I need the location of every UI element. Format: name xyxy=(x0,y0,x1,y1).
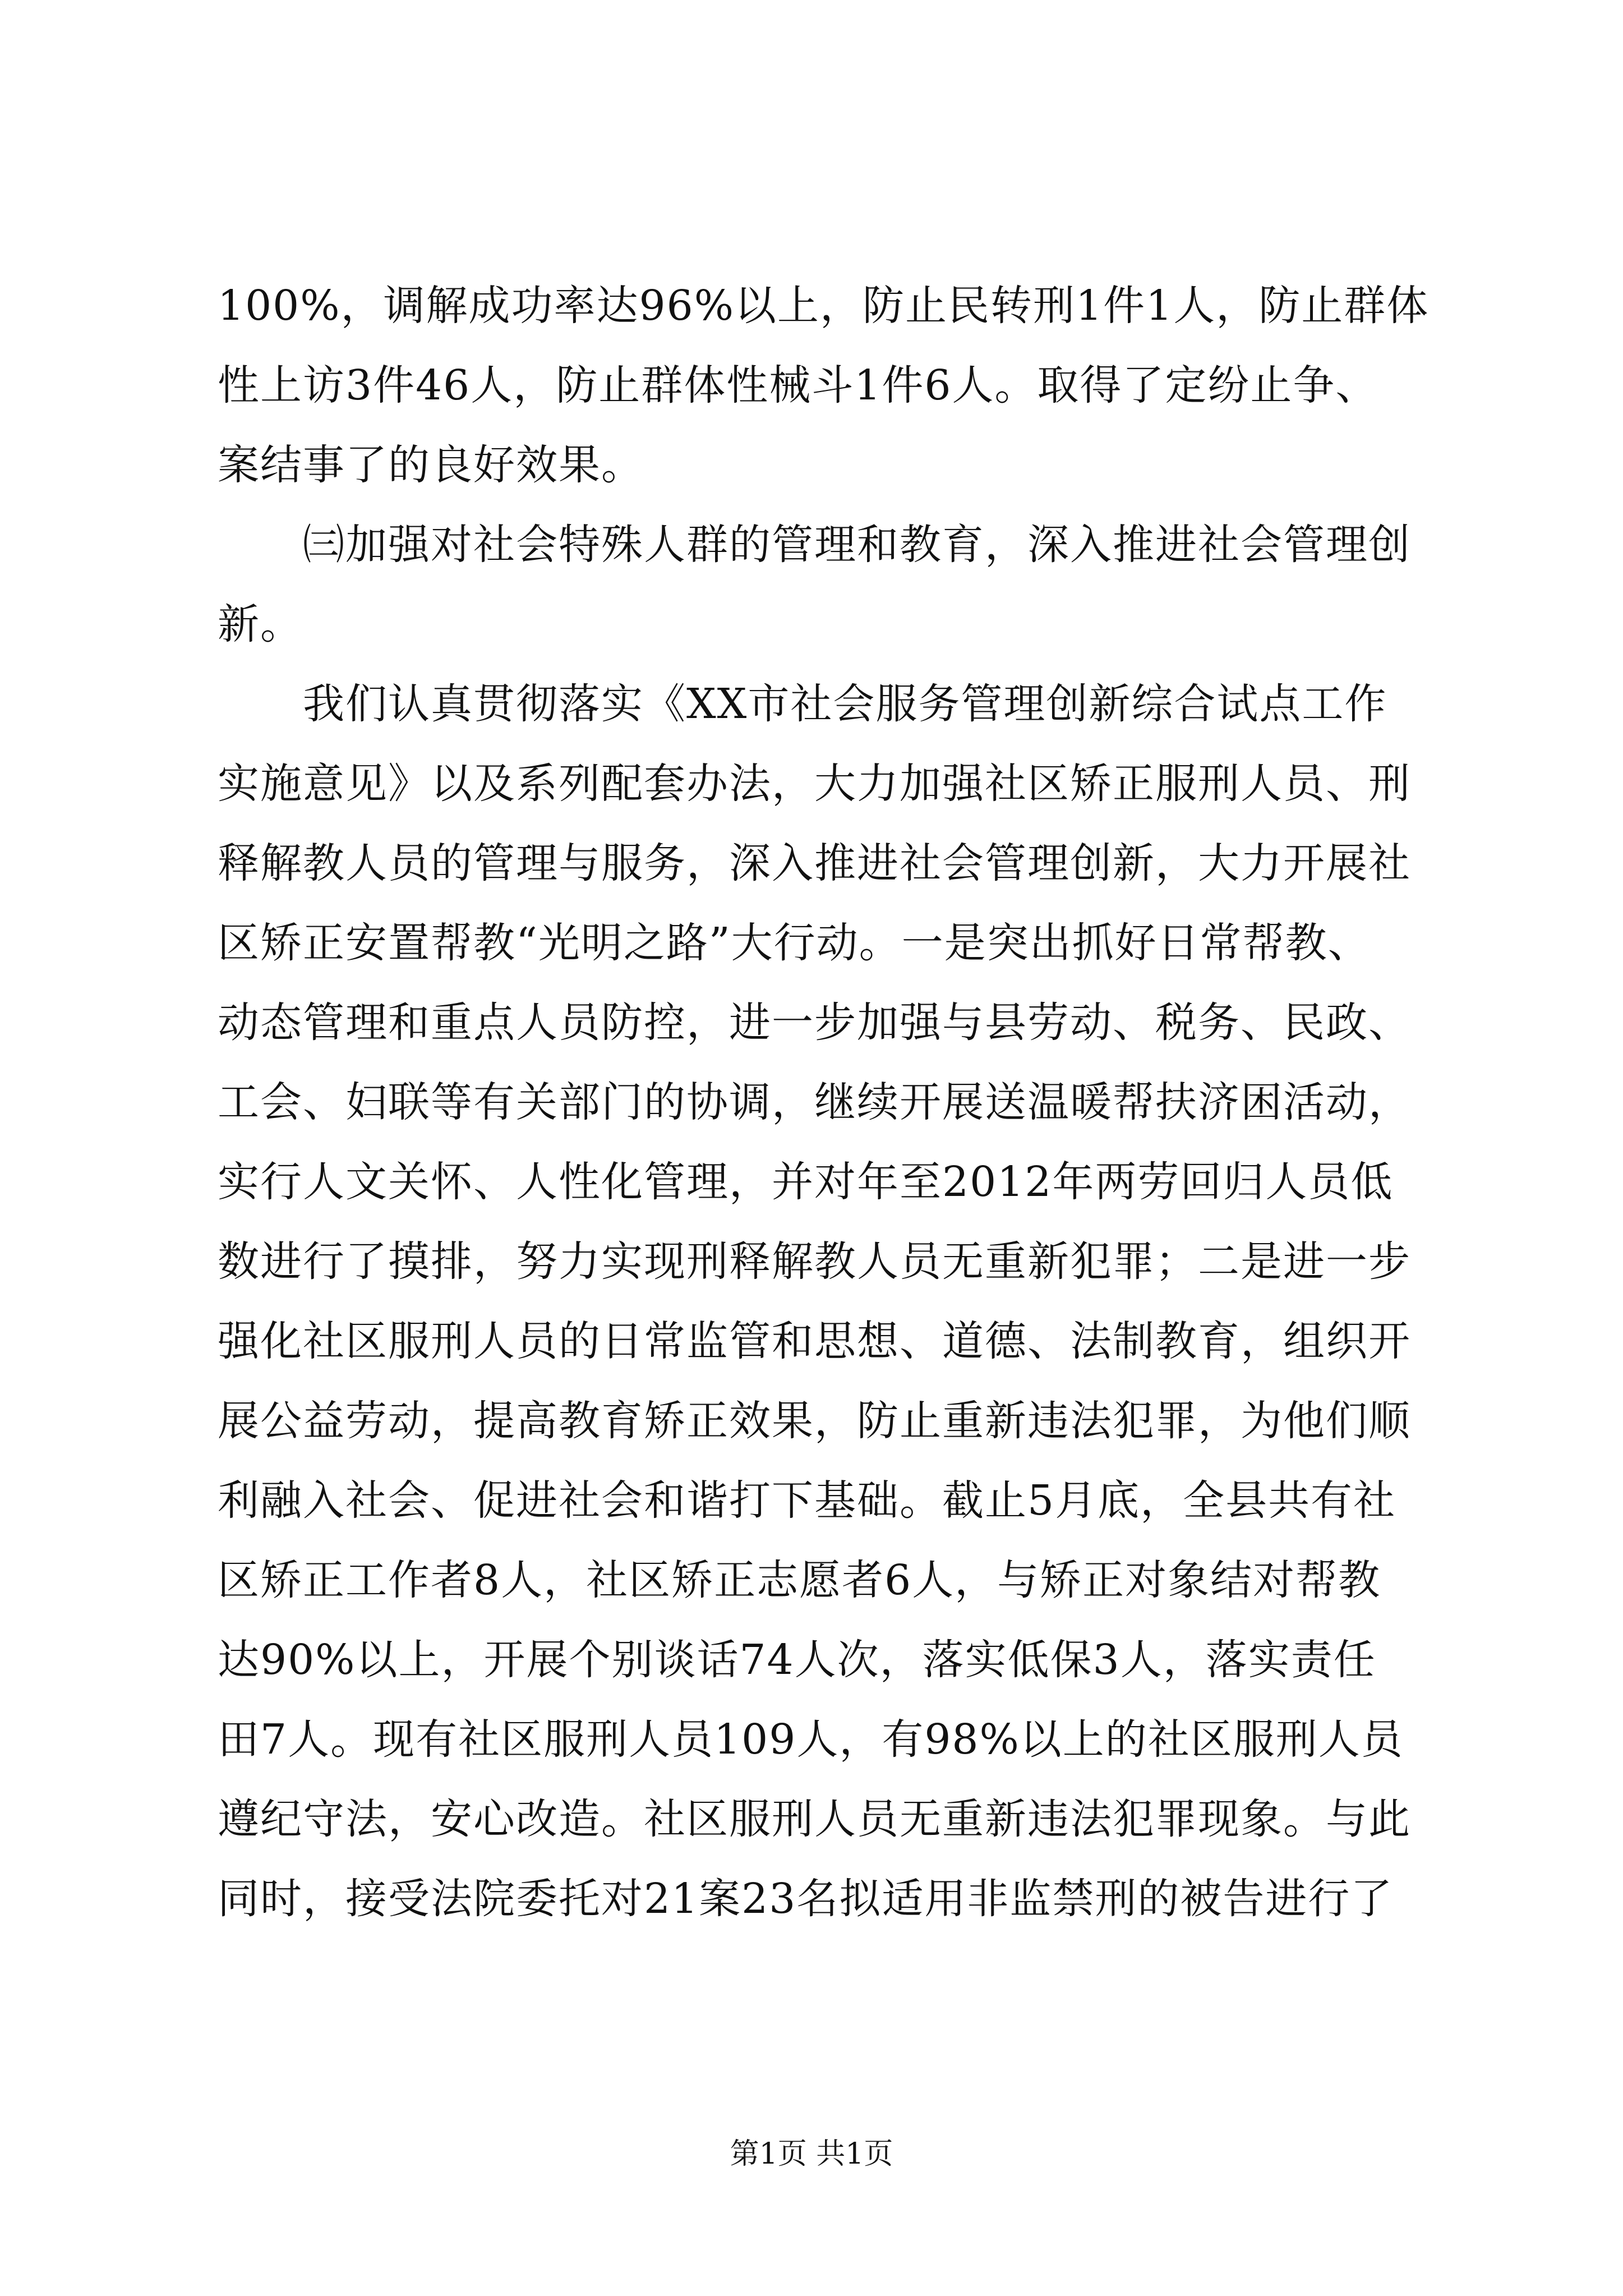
section-heading-line: 新。 xyxy=(218,600,303,648)
text-line: 实施意见》以及系列配套办法，大力加强社区矫正服刑人员、刑 xyxy=(218,760,1411,808)
text-line: 达90%以上，开展个别谈话74人次，落实低保3人，落实责任 xyxy=(218,1636,1376,1684)
text-line: 展公益劳动，提高教育矫正效果，防止重新违法犯罪，为他们顺 xyxy=(218,1397,1411,1445)
text-line: 遵纪守法，安心改造。社区服刑人员无重新违法犯罪现象。与此 xyxy=(218,1795,1411,1843)
text-line: 区矫正安置帮教“光明之路”大行动。一是突出抓好日常帮教、 xyxy=(218,919,1371,967)
text-line: 案结事了的良好效果。 xyxy=(218,441,644,489)
text-line: 工会、妇联等有关部门的协调，继续开展送温暖帮扶济困活动， xyxy=(218,1078,1411,1126)
text-line: 100%，调解成功率达96%以上，防止民转刑1件1人，防止群体 xyxy=(218,282,1430,330)
text-line: 强化社区服刑人员的日常监管和思想、道德、法制教育，组织开 xyxy=(218,1317,1411,1365)
text-line: 数进行了摸排，努力实现刑释解教人员无重新犯罪；二是进一步 xyxy=(218,1237,1411,1286)
text-line: 性上访3件46人，防止群体性械斗1件6人。取得了定纷止争、 xyxy=(218,361,1378,409)
text-line: 田7人。现有社区服刑人员109人，有98%以上的社区服刑人员 xyxy=(218,1715,1404,1764)
text-line: 同时，接受法院委托对21案23名拟适用非监禁刑的被告进行了 xyxy=(218,1875,1394,1923)
text-line: 实行人文关怀、人性化管理，并对年至2012年两劳回归人员低 xyxy=(218,1158,1394,1206)
section-heading-line: ㈢加强对社会特殊人群的管理和教育，深入推进社会管理创 xyxy=(218,521,1411,569)
text-line: 利融入社会、促进社会和谐打下基础。截止5月底，全县共有社 xyxy=(218,1476,1396,1525)
text-line: 动态管理和重点人员防控，进一步加强与县劳动、税务、民政、 xyxy=(218,999,1411,1047)
text-line: 我们认真贯彻落实《XX市社会服务管理创新综合试点工作 xyxy=(218,680,1387,728)
page-footer: 第1页 共1页 xyxy=(730,2137,893,2171)
text-line: 释解教人员的管理与服务，深入推进社会管理创新，大力开展社 xyxy=(218,839,1411,887)
text-line: 区矫正工作者8人，社区矫正志愿者6人，与矫正对象结对帮教 xyxy=(218,1556,1381,1604)
